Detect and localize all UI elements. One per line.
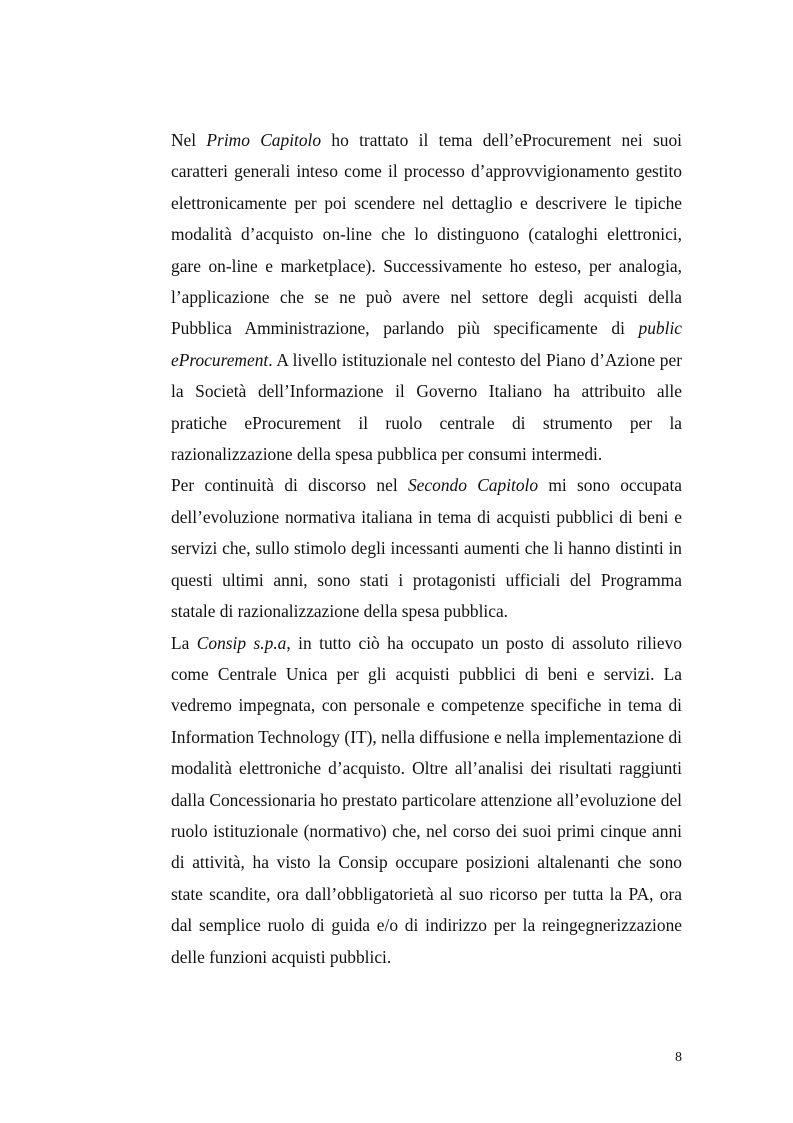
text-run: Per continuità di discorso nel (171, 475, 408, 496)
text-run: . A livello istituzionale nel contesto del Piano d’Azione per la Società dell’Informazione il Governo Italiano ha attribuito alle pratiche eProcurement il ruolo centrale di strumento per la razionalizzazione della spesa pubblica per consumi intermedi. (171, 349, 682, 465)
italic-term-public-eprocurement: public eProcurement (171, 318, 682, 370)
paragraph-primo-capitolo (171, 125, 682, 470)
paragraph-secondo-capitolo (171, 470, 682, 627)
text-run: mi sono occupata dell’evoluzione normativa italiana in tema di acquisti pubblici di beni e servizi che, sullo stimolo degli incessanti aumenti che li hanno distinti in questi ultimi anni, sono stati i protagonisti ufficiali del Programma statale di razionalizzazione della spesa pubblica. (171, 475, 682, 622)
page-number: 8 (675, 1050, 682, 1065)
italic-term-primo-capitolo: Primo Capitolo (206, 130, 322, 150)
text-run: , in tutto ciò ha occupato un posto di assoluto rilievo come Centrale Unica per gli acquisti pubblici di beni e servizi. La vedremo impegnata, con personale e competenze specifiche in tema di Information Technology (IT), nella diffusione e nella implementazione di modalità elettroniche d’acquisto. Oltre all’analisi dei risultati raggiunti dalla Concessionaria ho prestato particolare attenzione all’evoluzione del ruolo istituzionale (normativo) che, nel corso dei suoi primi cinque anni di attività, ha visto la Consip occupare posizioni altalenanti che sono state scandite, ora dall’obbligatorietà al suo ricorso per tutta la PA, ora dal semplice ruolo di guida e/o di indirizzo per la reingegnerizzazione delle funzioni acquisti pubblici. (171, 632, 682, 967)
page-body (171, 125, 682, 973)
text-run: Nel (171, 130, 207, 150)
italic-term-secondo-capitolo: Secondo Capitolo (407, 475, 539, 496)
text-run: La (171, 632, 197, 653)
paragraph-consip (171, 628, 682, 973)
italic-term-consip: Consip s.p.a (196, 632, 287, 653)
text-run: ho trattato il tema dell’eProcurement nei suoi caratteri generali inteso come il processo d’approvvigionamento gestito elettronicamente per poi scendere nel dettaglio e descrivere le tipiche modalità d’acquisto on-line che lo distinguono (cataloghi elettronici, gare on-line e marketplace). Successivamente ho esteso, per analogia, l’applicazione che se ne può avere nel settore degli acquisti della Pubblica Amministrazione, parlando più specificamente di (171, 130, 683, 339)
